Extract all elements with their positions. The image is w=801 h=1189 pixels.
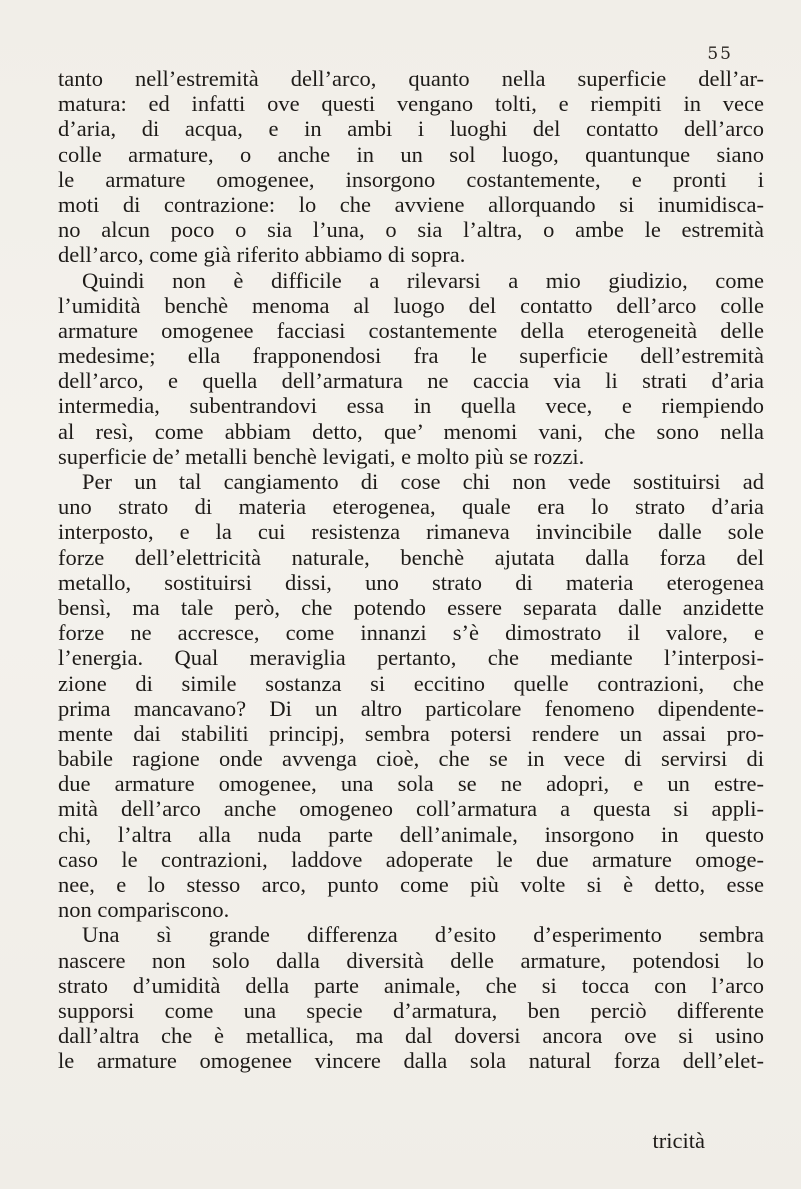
text-line: Per un tal cangiamento di cose chi non vede sostituirsi ad (82, 469, 764, 494)
text-line: supporsi come una specie d’armatura, ben perciò differente (58, 997, 764, 1023)
text-line: matura: ed infatti ove questi vengano tolti, e riempiti in vece (58, 91, 764, 117)
text-line: dall’altra che è metallica, ma dal doversi ancora ove si usino (58, 1023, 764, 1049)
text-line: babile ragione onde avvenga cioè, che se in vece di servirsi di (58, 746, 764, 772)
text-line: caso le contrazioni, laddove adoperate le due armature omoge- (58, 846, 764, 872)
text-line: le armature omogenee, insorgono costantemente, e pronti i (58, 166, 764, 192)
text-line: non compariscono. (58, 897, 230, 923)
body-text (58, 66, 764, 1074)
text-line: forze ne accresce, come innanzi s’è dimostrato il valore, e (58, 620, 764, 646)
text-line: d’aria, di acqua, e in ambi i luoghi del contatto dell’arco (58, 116, 764, 142)
text-line: uno strato di materia eterogenea, quale era lo strato d’aria (58, 494, 764, 520)
text-line: l’energia. Qual meraviglia pertanto, che mediante l’interposi- (58, 645, 764, 671)
text-line: colle armature, o anche in un sol luogo, quantunque siano (58, 141, 764, 167)
text-line: nee, e lo stesso arco, punto come più volte si è detto, esse (58, 872, 764, 897)
text-line: metallo, sostituirsi dissi, uno strato di materia eterogenea (58, 569, 764, 595)
text-line: due armature omogenee, una sola se ne adopri, e un estre- (58, 771, 764, 797)
text-line: intermedia, subentrandovi essa in quella vece, e riempiendo (58, 393, 764, 419)
text-line: moti di contrazione: lo che avviene allorquando si inumidisca- (58, 191, 764, 217)
text-line: superficie de’ metalli benchè levigati, e molto più se rozzi. (58, 443, 585, 469)
text-line: zione di simile sostanza si eccitino quelle contrazioni, che (58, 670, 764, 696)
text-line: interposto, e la cui resistenza rimaneva invincibile dalle sole (58, 519, 764, 545)
text-line: nascere non solo dalla diversità delle armature, potendosi lo (58, 947, 764, 973)
text-line: le armature omogenee vincere dalla sola natural forza dell’elet- (58, 1048, 764, 1074)
text-line: dell’arco, e quella dell’armatura ne caccia via li strati d’aria (58, 368, 764, 394)
text-line: armature omogenee facciasi costantemente della eterogeneità delle (58, 317, 764, 343)
text-line: forze dell’elettricità naturale, benchè ajutata dalla forza del (58, 544, 764, 570)
page-number: 55 (707, 44, 733, 64)
text-line: al resì, come abbiam detto, que’ menomi vani, che sono nella (58, 418, 764, 444)
text-line: prima mancavano? Di un altro particolare fenomeno dipendente- (58, 695, 764, 721)
catchword: tricità (652, 1128, 705, 1153)
text-line: chi, l’altra alla nuda parte dell’animale, insorgono in questo (58, 821, 764, 847)
text-line: l’umidità benchè menoma al luogo del contatto dell’arco colle (58, 292, 764, 318)
text-line: medesime; ella frapponendosi fra le superficie dell’estremità (58, 343, 764, 369)
text-line: bensì, ma tale però, che potendo essere separata dalle anzidette (58, 594, 764, 620)
text-line: mente dai stabiliti principj, sembra potersi rendere un assai pro- (58, 720, 764, 746)
text-line: no alcun poco o sia l’una, o sia l’altra, o ambe le estremità (58, 217, 764, 243)
text-line: mità dell’arco anche omogeneo coll’armatura a questa si appli- (58, 796, 764, 822)
text-line: tanto nell’estremità dell’arco, quanto nella superficie dell’ar- (58, 66, 764, 91)
text-line: dell’arco, come già riferito abbiamo di sopra. (58, 242, 466, 268)
text-line: strato d’umidità della parte animale, che si tocca con l’arco (58, 972, 764, 998)
text-line: Una sì grande differenza d’esito d’esperimento sembra (82, 922, 764, 948)
text-line: Quindi non è difficile a rilevarsi a mio giudizio, come (82, 267, 764, 293)
